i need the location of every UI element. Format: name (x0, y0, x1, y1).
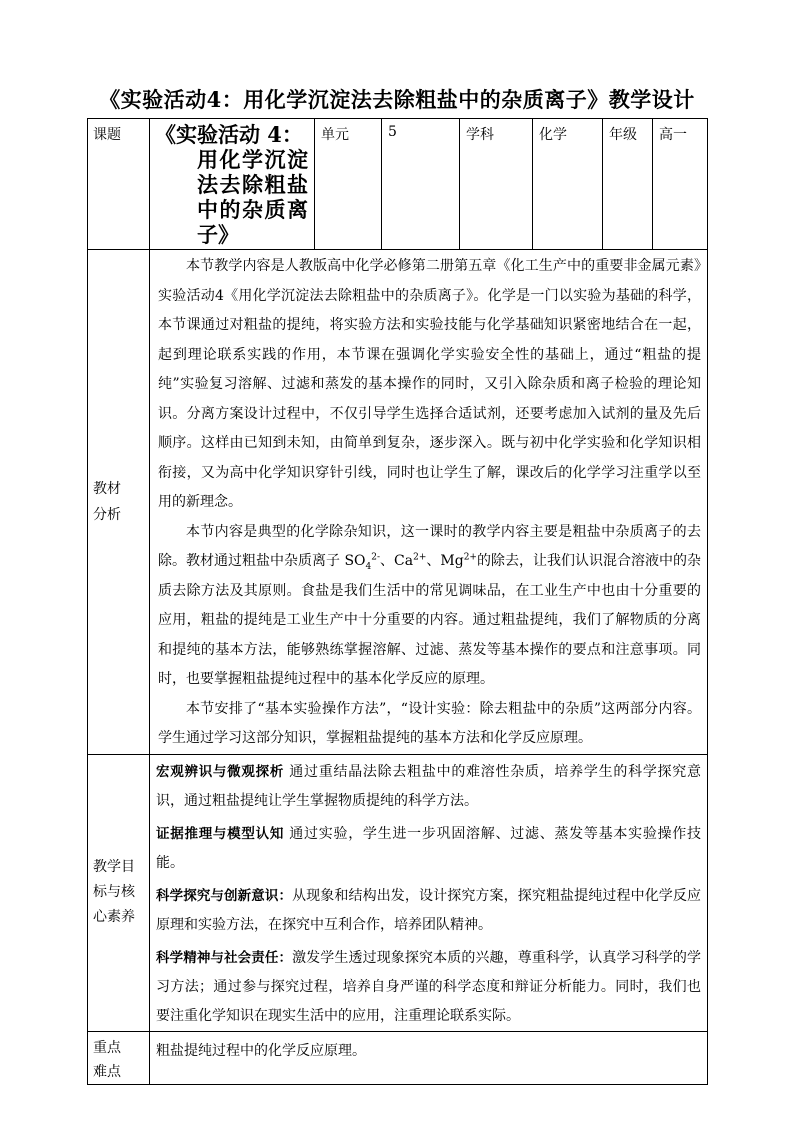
analysis-label-line: 教材 (93, 480, 121, 497)
unit-value: 5 (388, 124, 397, 140)
topic-cell (150, 119, 315, 250)
header-row (88, 119, 708, 250)
topic-text (150, 119, 314, 249)
subject-label-cell (460, 119, 533, 250)
topic-label: 课题 (93, 127, 121, 143)
topic-line: 《实验活动 4： (155, 122, 303, 147)
goals-label (88, 855, 149, 930)
unit-label: 单元 (321, 127, 349, 143)
keypoints-label-line: 难点 (93, 1063, 121, 1080)
subject-value: 化学 (539, 127, 567, 143)
document-title: 《实验活动4：用化学沉淀法去除粗盐中的杂质离子》教学设计 (99, 87, 695, 112)
grade-label-cell (603, 119, 653, 250)
topic-line: 中的杂质离 (197, 197, 308, 222)
keypoints-label-cell (88, 1031, 150, 1084)
goal-text: 通过实验，学生进一步巩固溶解、过滤、蒸发等基本实验操作技能。 (156, 825, 702, 871)
goal-item (150, 944, 707, 1031)
topic-line: 用化学沉淀 (197, 147, 308, 172)
goals-label-line: 教学目 (93, 859, 135, 875)
grade-value: 高一 (659, 127, 687, 143)
goal-heading: 科学精神与社会责任： (156, 949, 293, 966)
analysis-label-line: 分析 (93, 506, 121, 523)
keypoints-label (88, 1032, 149, 1084)
goals-label-line: 标与核 (93, 884, 135, 900)
analysis-label-cell (88, 250, 150, 755)
ca-charge: 2+ (413, 552, 427, 563)
goal-heading: 证据推理与模型认知 (156, 825, 285, 842)
grade-label: 年级 (609, 127, 637, 143)
goal-text: 从现象和结构出发，设计探究方案，探究粗盐提纯过程中化学反应原理和实验方法，在探究中互利合作，培养团队精神。 (156, 887, 702, 933)
goal-item (150, 820, 707, 878)
topic-line: 法去除粗盐 (197, 172, 308, 197)
goal-heading: 科学探究与创新意识： (156, 887, 293, 904)
analysis-content-cell (150, 250, 708, 755)
analysis-p2-text: 、Ca (380, 553, 414, 569)
keypoints-text: 粗盐提纯过程中的化学反应原理。 (156, 1042, 366, 1059)
mg-charge: 2+ (463, 552, 477, 563)
goal-item (150, 758, 707, 816)
goals-label-line: 心素养 (93, 909, 135, 925)
so4-charge: 2- (371, 552, 381, 563)
goal-text: 通过重结晶法除去粗盐中的难溶性杂质，培养学生的科学探究意识，通过粗盐提纯让学生掌握物质提纯的科学方法。 (156, 763, 702, 809)
analysis-p2-text: 本节内容是典型的化学除杂知识，这一课时的教学内容主要是粗盐中杂质离子的去除。教材通过粗盐中杂质离子 SO (158, 523, 701, 569)
keypoints-content-cell (150, 1031, 708, 1084)
goal-item (150, 882, 707, 940)
analysis-label (88, 476, 149, 528)
goals-label-cell (88, 754, 150, 1031)
keypoints-row (88, 1031, 708, 1084)
goals-row (88, 754, 708, 1031)
subject-value-cell (533, 119, 603, 250)
analysis-paragraph-2 (150, 518, 707, 695)
lesson-plan-table (87, 118, 708, 1085)
analysis-p2-text: 的除去，让我们认识混合溶液中的杂质去除方法及其原则。食盐是我们生活中的常见调味品，在工业生产中也由十分重要的应用，粗盐的提纯是工业生产中十分重要的内容。通过粗盐提纯，我们了解物质的分离和提纯的基本方法，能够熟练掌握溶解、过滤、蒸发等基本操作的要点和注意事项。同时，也要掌握粗盐提纯过程中的基本化学反应的原理。 (158, 553, 701, 687)
goals-content-cell (150, 754, 708, 1031)
grade-value-cell (653, 119, 708, 250)
so4-subscript: 4 (365, 561, 372, 572)
goals-content (150, 755, 707, 1031)
goal-heading: 宏观辨识与微观探析 (156, 763, 285, 780)
unit-value-cell (382, 119, 460, 250)
topic-label-cell (88, 119, 150, 250)
subject-label: 学科 (466, 127, 494, 143)
analysis-p2-text: 、Mg (426, 553, 464, 569)
unit-label-cell (315, 119, 382, 250)
goal-text: 激发学生透过现象探究本质的兴趣，尊重科学，认真学习科学的学习方法；通过参与探究过程，培养自身严谨的科学态度和辩证分析能力。同时，我们也要注重化学知识在现实生活中的应用，注重理论联系实际。 (156, 949, 702, 1024)
analysis-paragraph-3: 本节安排了“基本实验操作方法”，“设计实验：除去粗盐中的杂质”这两部分内容。学生通过学习这部分知识，掌握粗盐提纯的基本方法和化学反应原理。 (158, 700, 701, 746)
analysis-content (150, 250, 707, 754)
analysis-row (88, 250, 708, 755)
keypoints-label-line: 重点 (93, 1039, 121, 1056)
analysis-paragraph-1: 本节教学内容是人教版高中化学必修第二册第五章《化工生产中的重要非金属元素》实验活动4《用化学沉淀法去除粗盐中的杂质离子》。化学是一门以实验为基础的科学，本节课通过对粗盐的提纯，将实验方法和实验技能与化学基础知识紧密地结合在一起，起到理论联系实践的作用，本节课在强调化学实验安全性的基础上，通过“粗盐的提纯”实验复习溶解、过滤和蒸发的基本操作的同时，又引入除杂质和离子检验的理论知识。分离方案设计过程中，不仅引导学生选择合适试剂，还要考虑加入试剂的量及先后顺序。这样由已知到未知，由简单到复杂，逐步深入。既与初中化学实验和化学知识相衔接，又为高中化学知识穿针引线，同时也让学生了解，课改后的化学学习注重学以至用的新理念。 (158, 258, 701, 510)
topic-line: 子》 (197, 222, 239, 247)
